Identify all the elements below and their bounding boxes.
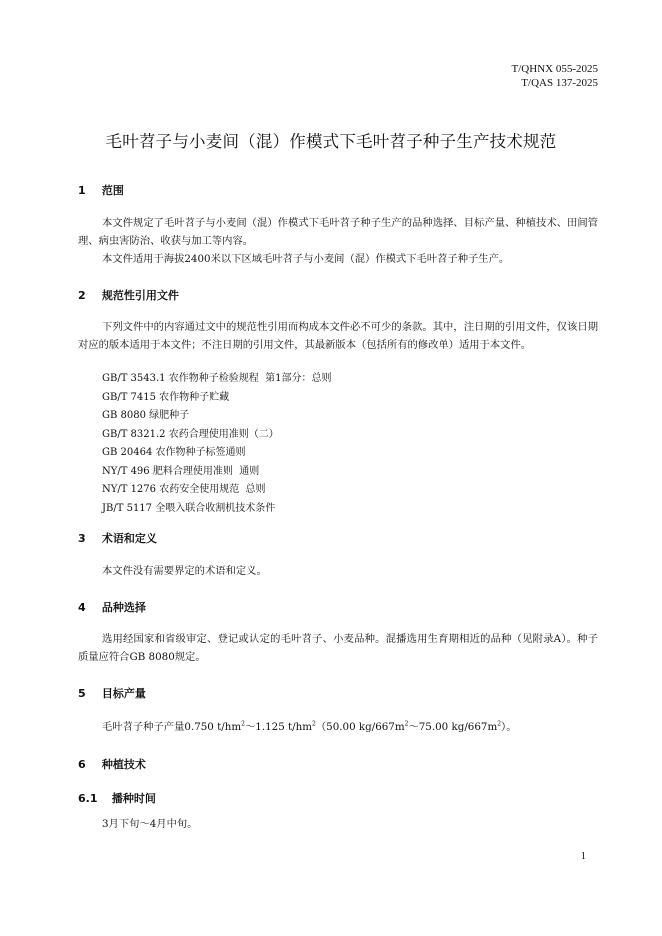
subsection-number: 6.1: [78, 792, 98, 805]
superscript: 2: [404, 720, 409, 728]
reference-item: NY/T 1276 农药安全使用规范 总则: [102, 484, 266, 495]
section-title: 术语和定义: [101, 532, 157, 545]
section-title: 范围: [101, 184, 124, 197]
section-6-1-heading: [78, 790, 156, 806]
reference-item: GB/T 7415 农作物种子贮藏: [102, 391, 230, 403]
yield-part-c: （50.00 kg/667m: [315, 721, 405, 733]
reference-item: GB/T 3543.1 农作物种子检验规程 第1部分：总则: [102, 373, 332, 384]
reference-item: GB 20464 农作物种子标签通则: [102, 447, 246, 458]
document-title: 毛叶苕子与小麦间（混）作模式下毛叶苕子种子生产技术规范: [105, 132, 557, 151]
superscript: 2: [497, 720, 502, 728]
section-6-heading: [78, 756, 146, 772]
superscript: 2: [241, 720, 245, 728]
yield-part-b: ～1.125 t/hm: [244, 721, 313, 733]
standard-codes: [512, 62, 598, 90]
section-1-paragraph-1: 本文件规定了毛叶苕子与小麦间（混）作模式下毛叶苕子种子生产的品种选择、目标产量、种植技术、田间管理、病虫害防治、收获与加工等内容。: [78, 217, 598, 247]
section-title: 规范性引用文件: [101, 289, 179, 302]
section-number: 1: [78, 184, 86, 197]
reference-item: NY/T 496 肥料合理使用准则 通则: [102, 465, 260, 477]
target-yield-line: [102, 718, 517, 736]
section-title: 品种选择: [101, 601, 146, 614]
section-5-heading: [78, 685, 146, 701]
yield-part-a: 毛叶苕子种子产量0.750 t/hm: [102, 721, 242, 733]
page-number: 1: [580, 851, 586, 862]
yield-part-e: ）。: [501, 721, 517, 733]
section-number: 6: [78, 758, 86, 771]
section-number: 5: [78, 687, 86, 700]
section-3-paragraph-1: 本文件没有需要界定的术语和定义。: [102, 565, 267, 577]
section-4-heading: [78, 599, 146, 615]
section-title: 目标产量: [101, 687, 146, 700]
yield-part-d: ～75.00 kg/667m: [408, 721, 498, 733]
section-1-paragraph-2: 本文件适用于海拔2400米以下区域毛叶苕子与小麦间（混）作模式下毛叶苕子种子生产。: [102, 253, 510, 265]
section-number: 4: [78, 601, 86, 614]
section-3-heading: [78, 530, 157, 546]
standard-code-2: T/QAS 137-2025: [521, 77, 598, 89]
reference-item: GB/T 8321.2 农药合理使用准则（二）: [102, 428, 279, 440]
normative-references-list: [102, 370, 331, 518]
section-number: 3: [78, 532, 86, 545]
standard-code-1: T/QHNX 055-2025: [511, 63, 598, 75]
superscript: 2: [312, 720, 316, 728]
section-2-paragraph-1: 下列文件中的内容通过文中的规范性引用而构成本文件必不可少的条款。其中，注日期的引用文件，仅该日期对应的版本适用于本文件；不注日期的引用文件，其最新版本（包括所有的修改单）适用于本文件。: [78, 321, 598, 351]
section-6-1-paragraph-1: 3月下旬～4月中旬。: [102, 818, 198, 830]
section-2-heading: [78, 287, 179, 303]
section-1-heading: [78, 182, 124, 198]
reference-item: GB 8080 绿肥种子: [102, 410, 190, 421]
subsection-title: 播种时间: [111, 792, 156, 805]
section-title: 种植技术: [101, 758, 146, 771]
section-number: 2: [78, 289, 86, 302]
reference-item: JB/T 5117 全喂入联合收割机技术条件: [102, 502, 276, 514]
section-4-paragraph-1: 选用经国家和省级审定、登记或认定的毛叶苕子、小麦品种。混播选用生育期相近的品种（见附录A）。种子质量应符合GB 8080规定。: [78, 633, 598, 663]
